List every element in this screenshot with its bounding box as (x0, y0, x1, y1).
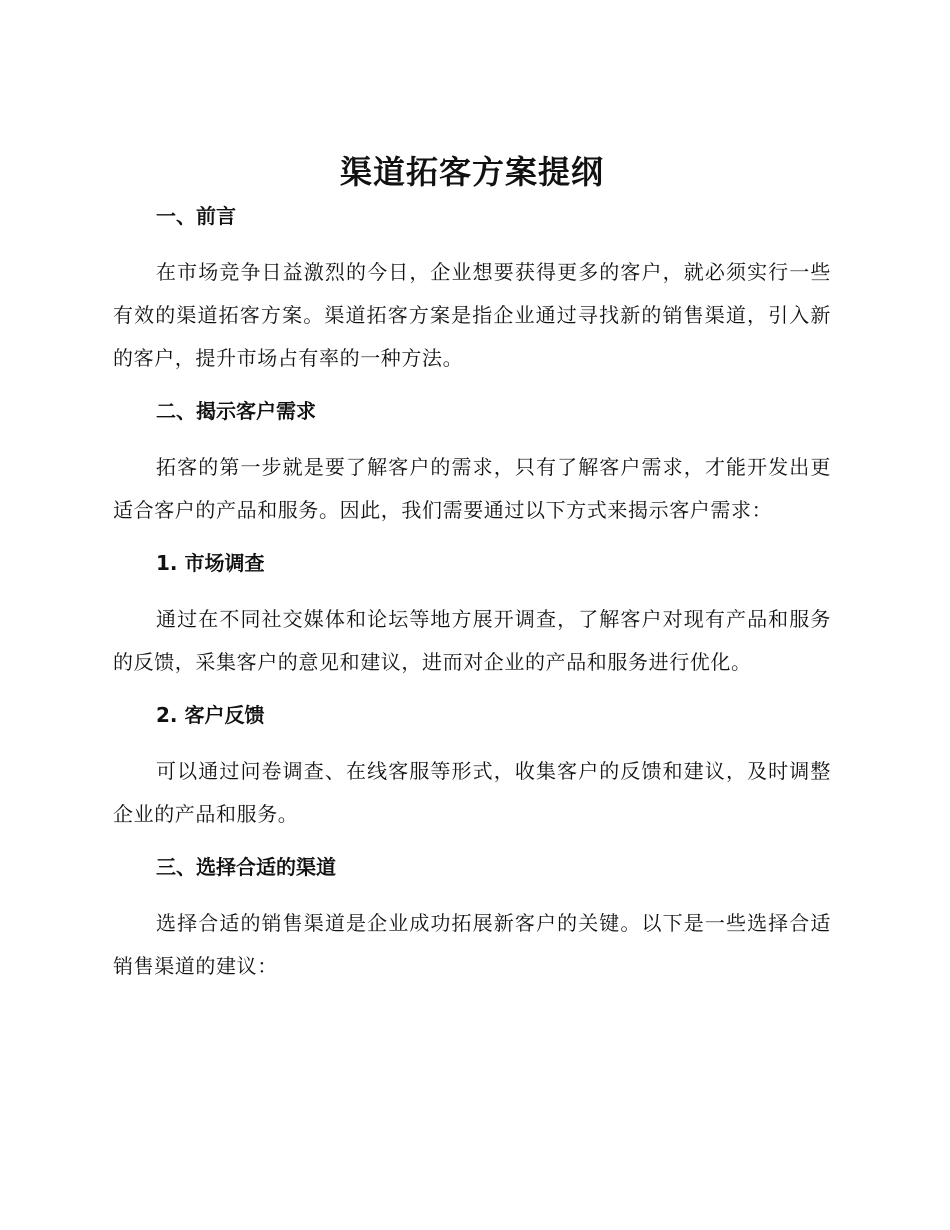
paragraph-select-channel: 选择合适的销售渠道是企业成功拓展新客户的关键。以下是一些选择合适销售渠道的建议： (113, 911, 831, 978)
subsection-heading-market-survey: 1. 市场调查 (156, 551, 265, 575)
document-body (113, 148, 831, 988)
paragraph-intro: 在市场竞争日益激烈的今日，企业想要获得更多的客户，就必须实行一些有效的渠道拓客方案。渠道拓客方案是指企业通过寻找新的销售渠道，引入新的客户，提升市场占有率的一种方法。 (113, 260, 831, 370)
paragraph-customer-needs: 拓客的第一步就是要了解客户的需求，只有了解客户需求，才能开发出更适合客户的产品和服务。因此，我们需要通过以下方式来揭示客户需求： (113, 455, 831, 522)
section-heading-select-channel: 三、选择合适的渠道 (156, 855, 336, 879)
section-heading-intro: 一、前言 (156, 204, 236, 228)
document-title: 渠道拓客方案提纲 (339, 153, 604, 191)
paragraph-market-survey: 通过在不同社交媒体和论坛等地方展开调查，了解客户对现有产品和服务的反馈，采集客户的意见和建议，进而对企业的产品和服务进行优化。 (113, 607, 831, 674)
paragraph-customer-feedback: 可以通过问卷调查、在线客服等形式，收集客户的反馈和建议，及时调整企业的产品和服务。 (113, 759, 831, 826)
section-heading-customer-needs: 二、揭示客户需求 (156, 399, 316, 423)
subsection-heading-customer-feedback: 2. 客户反馈 (156, 703, 265, 727)
